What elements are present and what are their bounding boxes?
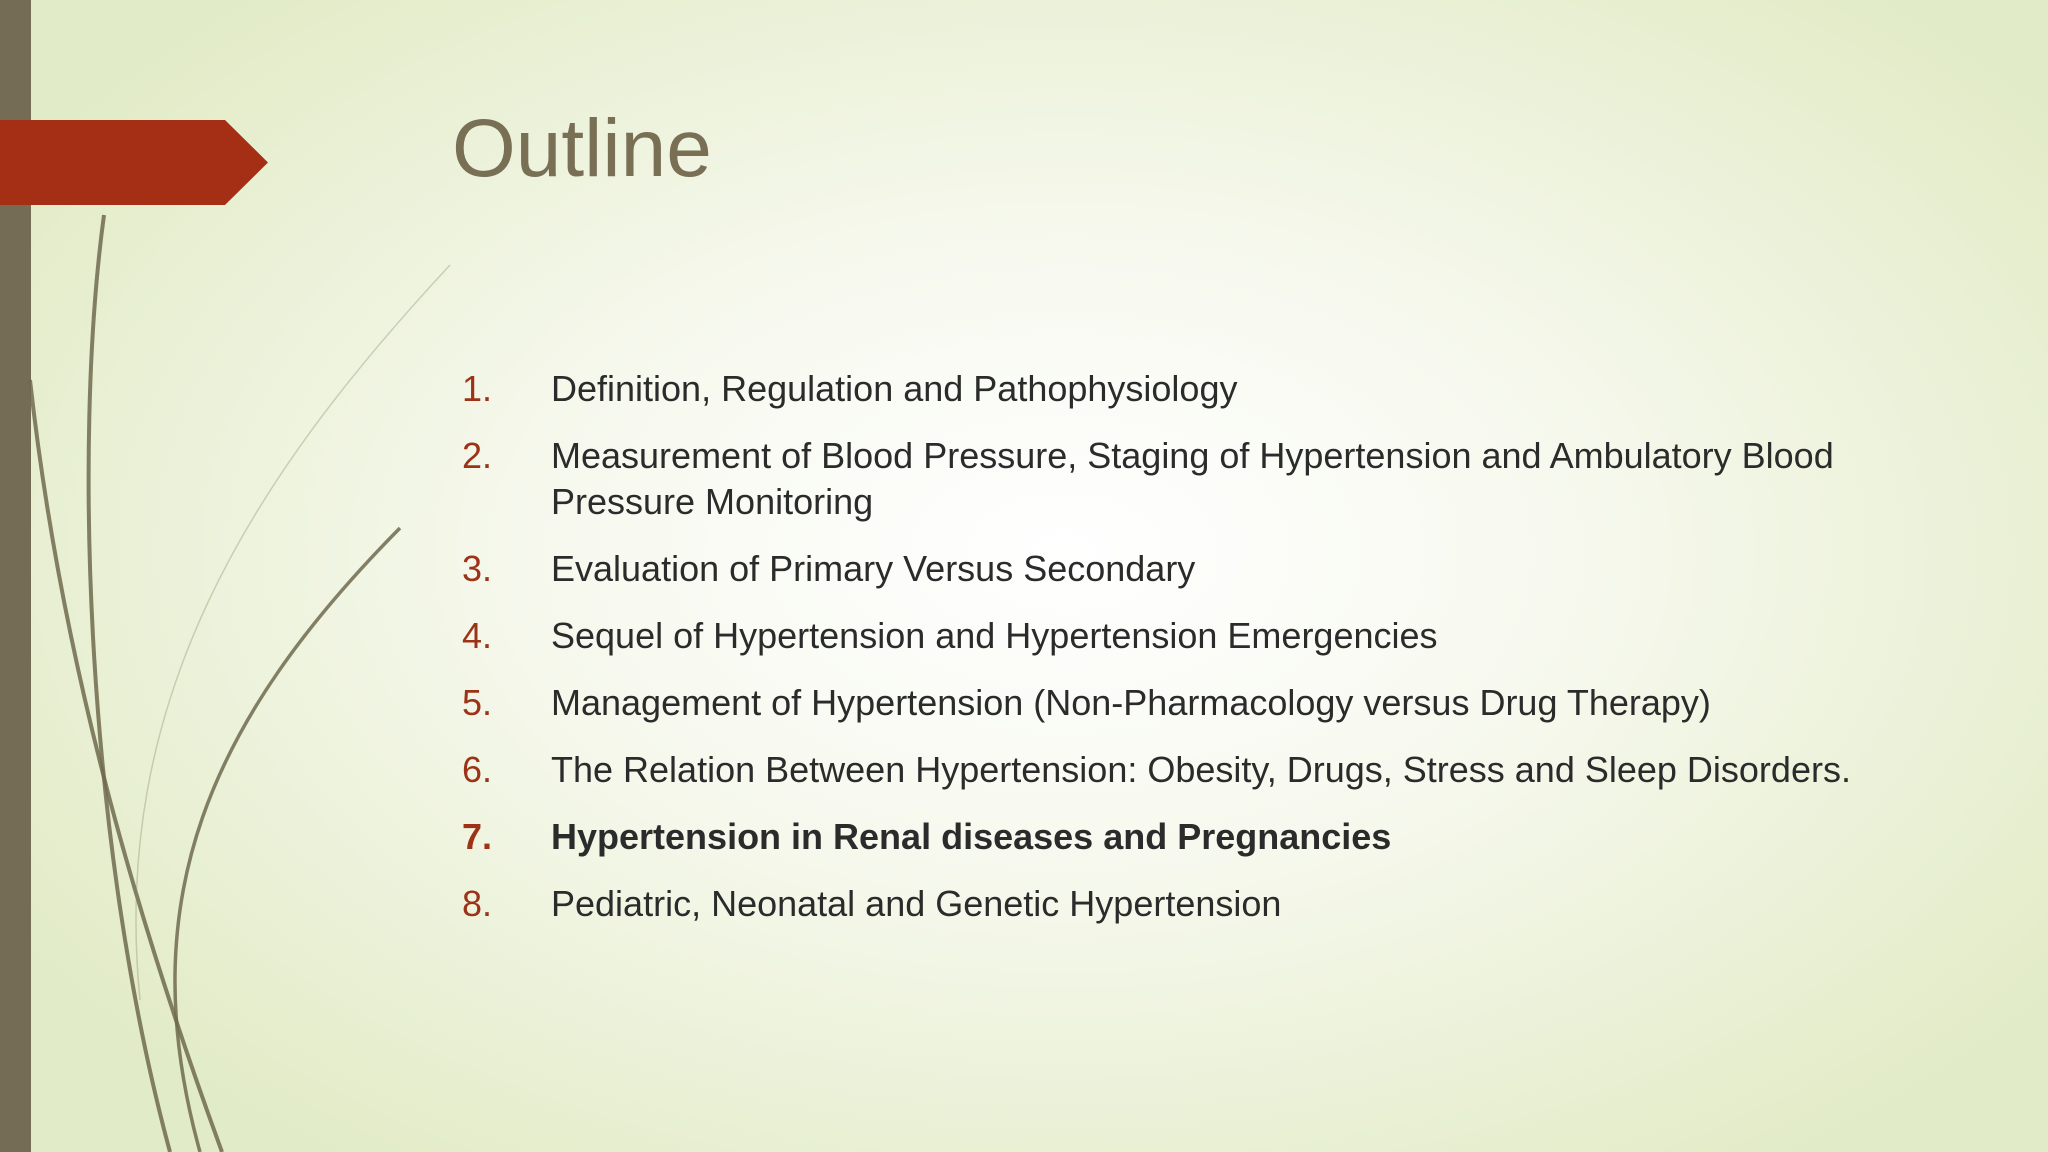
item-text: Measurement of Blood Pressure, Staging of Hypertension and Ambulatory Blood Pressure Monitoring: [551, 435, 1834, 522]
slide-title: Outline: [452, 103, 712, 194]
item-number: 1.: [462, 368, 493, 409]
item-number: 3.: [462, 548, 493, 589]
red-chevron-banner: [0, 120, 268, 205]
item-number: 2.: [462, 435, 493, 476]
item-text: Pediatric, Neonatal and Genetic Hypertension: [551, 883, 1282, 924]
list-item: [462, 747, 1862, 793]
item-number: 5.: [462, 682, 493, 723]
list-item: [462, 546, 1862, 592]
outline-list: [462, 366, 1862, 948]
list-item: [462, 366, 1862, 412]
item-text: Evaluation of Primary Versus Secondary: [551, 548, 1196, 589]
list-item: [462, 613, 1862, 659]
list-item-highlighted: [462, 814, 1862, 860]
item-number: 7.: [462, 816, 493, 857]
list-item: [462, 680, 1862, 726]
item-text: The Relation Between Hypertension: Obesity, Drugs, Stress and Sleep Disorders.: [551, 749, 1851, 790]
item-text: Definition, Regulation and Pathophysiology: [551, 368, 1238, 409]
item-number: 6.: [462, 749, 493, 790]
list-item: [462, 433, 1862, 525]
item-text: Sequel of Hypertension and Hypertension Emergencies: [551, 615, 1438, 656]
item-number: 4.: [462, 615, 493, 656]
item-number: 8.: [462, 883, 493, 924]
item-text: Management of Hypertension (Non-Pharmacology versus Drug Therapy): [551, 682, 1711, 723]
item-text: Hypertension in Renal diseases and Pregnancies: [551, 816, 1392, 857]
list-item: [462, 881, 1862, 927]
